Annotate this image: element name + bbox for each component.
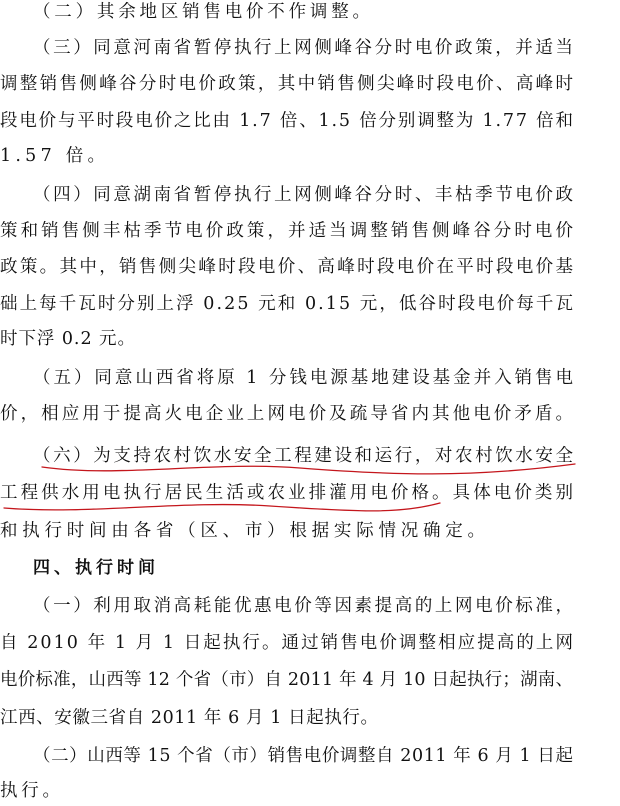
line-text: （一）利用取消高耗能优惠电价等因素提高的上网电价标准， — [33, 596, 576, 616]
text-line — [0, 252, 620, 282]
line-text: 工程供水用电执行居民生活或农业排灌用电价格。具体电价类别 — [0, 483, 577, 503]
text-line-underlined — [0, 478, 620, 508]
text-line — [0, 69, 620, 99]
text-line — [0, 0, 620, 27]
text-line — [0, 591, 620, 621]
text-line — [0, 628, 620, 658]
line-text: 调整销售侧峰谷分时电价政策，其中销售侧尖峰时段电价、高峰时 — [0, 74, 576, 94]
line-text: （六）为支持农村饮水安全工程建设和运行，对农村饮水安全 — [33, 446, 576, 466]
text-line — [0, 363, 620, 393]
line-text: 础上每千瓦时分别上浮 0.25 元和 0.15 元，低谷时段电价每千瓦 — [0, 294, 576, 314]
text-line — [0, 216, 620, 246]
text-line — [0, 399, 620, 429]
line-text: 和执行时间由各省（区、市）根据实际情况确定。 — [0, 521, 490, 541]
text-line — [0, 33, 620, 63]
text-line — [0, 741, 620, 771]
text-line — [0, 180, 620, 210]
heading-text: 四、执行时间 — [33, 558, 159, 578]
text-line — [0, 776, 620, 806]
line-text: 江西、安徽三省自 2011 年 6 月 1 日起执行。 — [0, 708, 379, 728]
line-text: 政策。其中，销售侧尖峰时段电价、高峰时段电价在平时段电价基 — [0, 257, 576, 277]
text-line-underlined — [0, 441, 620, 471]
line-text: 时下浮 0.2 元。 — [0, 329, 136, 349]
line-text: 段电价与平时段电价之比由 1.7 倍、1.5 倍分别调整为 1.77 倍和 — [0, 111, 575, 131]
text-line — [0, 516, 620, 546]
line-text: （二）山西等 15 个省（市）销售电价调整自 2011 年 6 月 1 日起 — [33, 746, 574, 766]
line-text: （三）同意河南省暂停执行上网侧峰谷分时电价政策，并适当 — [33, 38, 576, 58]
text-line — [0, 703, 620, 733]
text-line — [0, 289, 620, 319]
text-line — [0, 665, 620, 695]
line-text: （五）同意山西省将原 1 分钱电源基地建设基金并入销售电 — [33, 368, 576, 388]
text-line — [0, 106, 620, 136]
text-line — [0, 141, 620, 171]
section-heading — [0, 553, 620, 583]
line-text: （四）同意湖南省暂停执行上网侧峰谷分时、丰枯季节电价政 — [33, 185, 576, 205]
line-text: 1.57 倍。 — [0, 146, 110, 166]
line-text: 电价标准，山西等 12 个省（市）自 2011 年 4 月 10 日起执行；湖南、 — [0, 670, 574, 690]
line-text: 自 2010 年 1 月 1 日起执行。通过销售电价调整相应提高的上网 — [0, 633, 576, 653]
text-line — [0, 324, 620, 354]
line-text: 执行。 — [0, 781, 64, 801]
line-text: 策和销售侧丰枯季节电价政策，并适当调整销售侧峰谷分时电价 — [0, 221, 577, 241]
line-text: 价，相应用于提高火电企业上网电价及疏导省内其他电价矛盾。 — [0, 404, 577, 424]
line-text: （二）其余地区销售电价不作调整。 — [33, 2, 374, 22]
